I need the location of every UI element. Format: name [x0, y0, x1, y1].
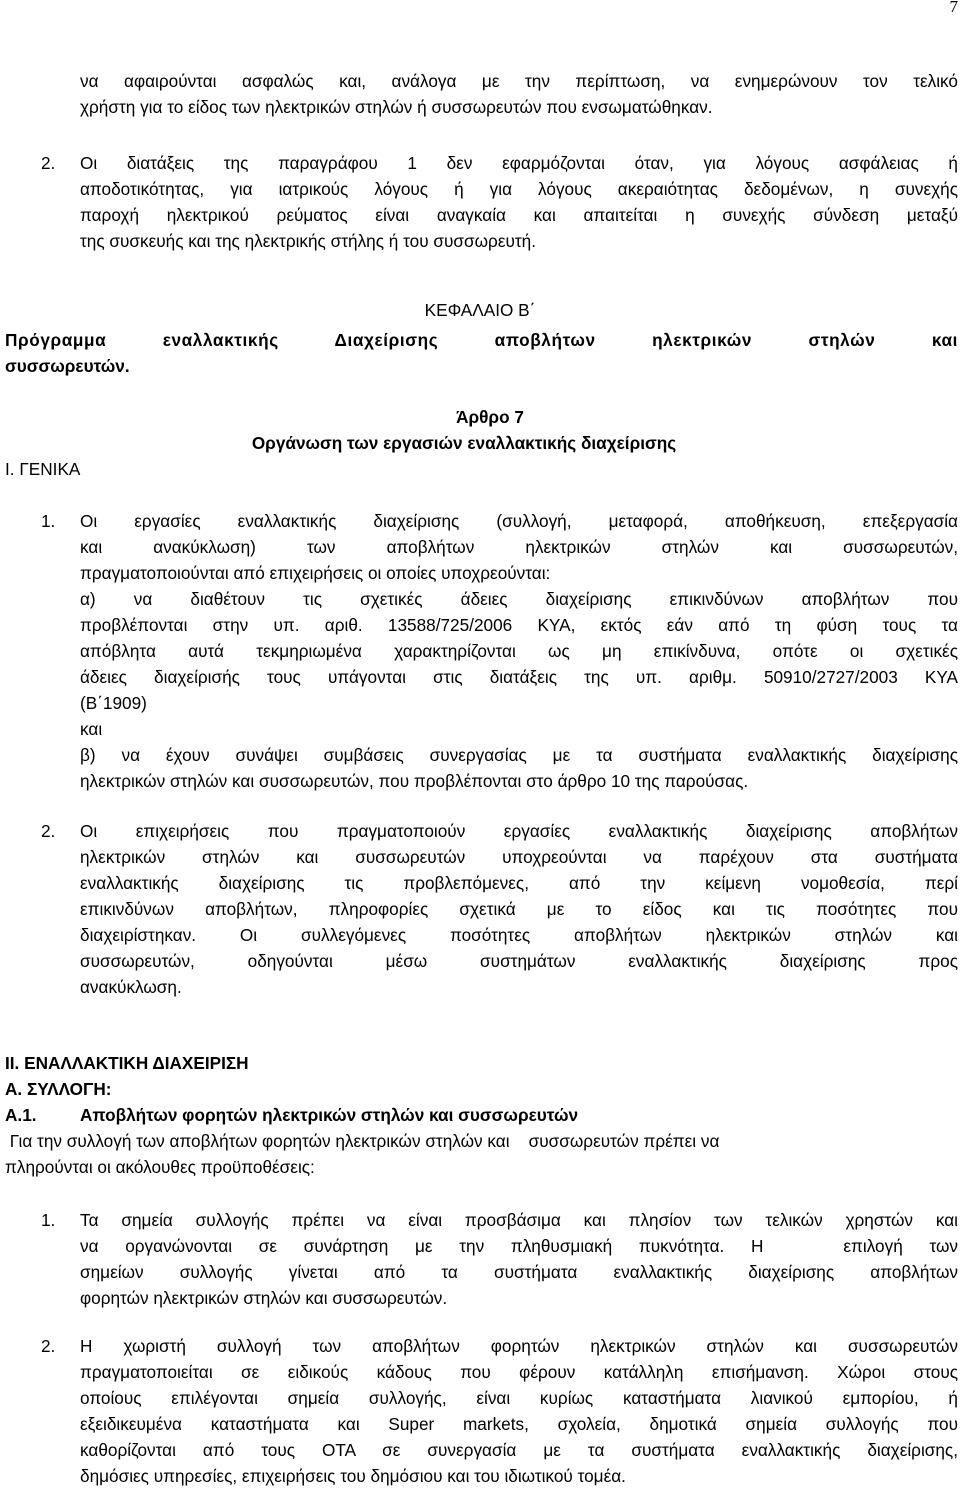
item-2b-paragraph: [80, 818, 958, 1000]
text-line: πραγματοποιούνται από επιχειρήσεις οι οποίες υποχρεούνται:: [80, 563, 551, 583]
intro-text-line: πληρούνται οι ακόλουθες προϋποθέσεις:: [5, 1157, 315, 1177]
page-number: 7: [949, 0, 958, 16]
text-line: (Β΄1909): [80, 693, 147, 713]
text-line: χρήστη για το είδος των ηλεκτρικών στηλών ή συσσωρευτών που ενσωματώθηκαν.: [80, 97, 713, 117]
text-line: αποδοτικότητας, για ιατρικούς λόγους ή για λόγους ακεραιότητας δεδομένων, η συνεχής: [80, 179, 958, 199]
section-heading: ΙΙ. ΕΝΑΛΛΑΚΤΙΚΗ ΔΙΑΧΕΙΡΙΣΗ: [5, 1053, 249, 1073]
text-line: να οργανώνονται σε συνάρτηση με την πληθυσμιακή πυκνότητα. Η επιλογή των: [80, 1236, 958, 1256]
chapter-title-line: συσσωρευτών.: [5, 356, 130, 376]
section-heading: Ι. ΓΕΝΙΚΑ: [5, 459, 81, 479]
item-1-paragraph: [80, 508, 958, 794]
text-line: διαχειρίστηκαν. Οι συλλεγόμενες ποσότητες αποβλήτων ηλεκτρικών στηλών και: [80, 925, 958, 945]
text-line: Η χωριστή συλλογή των αποβλήτων φορητών ηλεκτρικών στηλών και συσσωρευτών: [80, 1336, 958, 1356]
chapter-label: ΚΕΦΑΛΑΙΟ Β΄: [424, 300, 536, 320]
text-line: Οι διατάξεις της παραγράφου 1 δεν εφαρμόζονται όταν, για λόγους ασφάλειας ή: [80, 153, 958, 173]
text-line: να αφαιρούνται ασφαλώς και, ανάλογα με την περίπτωση, να ενημερώνουν τον τελικό: [80, 71, 958, 91]
text-line: παροχή ηλεκτρικού ρεύματος είναι αναγκαία και απαιτείται η συνεχής σύνδεση μεταξύ: [80, 205, 958, 225]
subsection-title: Αποβλήτων φορητών ηλεκτρικών στηλών και συσσωρευτών: [80, 1105, 579, 1125]
text-line: οποίους επιλέγονται σημεία συλλογής, είναι κυρίως καταστήματα λιανικού εμπορίου, ή: [80, 1388, 958, 1408]
item-number: 2.: [41, 1336, 56, 1356]
item-number: 1.: [41, 1210, 56, 1230]
text-line: εξειδικευμένα καταστήματα και Super markets, σχολεία, δημοτικά σημεία συλλογής που: [80, 1414, 958, 1434]
condition-1-paragraph: [80, 1207, 958, 1311]
article-title: Οργάνωση των εργασιών εναλλακτικής διαχείρισης: [251, 433, 677, 453]
intro-text-line: Για την συλλογή των αποβλήτων φορητών ηλεκτρικών στηλών και συσσωρευτών πρέπει να: [5, 1131, 720, 1151]
text-line: ηλεκτρικών στηλών και συσσωρευτών, που προβλέπονται στο άρθρο 10 της παρούσας.: [80, 771, 749, 791]
text-line: σημείων συλλογής γίνεται από τα συστήματα εναλλακτικής διαχείρισης αποβλήτων: [80, 1262, 958, 1282]
article-label: Άρθρο 7: [456, 407, 524, 427]
text-line: ανακύκλωση.: [80, 977, 182, 997]
text-line: α) να διαθέτουν τις σχετικές άδειες διαχείρισης επικινδύνων αποβλήτων που: [80, 589, 958, 609]
item-number: 2.: [41, 153, 56, 173]
text-line: καθορίζονται από τους ΟΤΑ σε συνεργασία με τα συστήματα εναλλακτικής διαχείρισης,: [80, 1440, 958, 1460]
text-line: πραγματοποιείται σε ειδικούς κάδους που φέρουν κατάλληλη επισήμανση. Χώροι στους: [80, 1362, 958, 1382]
item-number: 1.: [41, 511, 56, 531]
text-line: ηλεκτρικών στηλών και συσσωρευτών υποχρεούνται να παρέχουν στα συστήματα: [80, 847, 958, 867]
text-line: προβλέπονται στην υπ. αριθ. 13588/725/2006 ΚΥΑ, εκτός εάν από τη φύση τους τα: [80, 615, 958, 635]
text-line: συσσωρευτών, οδηγούνται μέσω συστημάτων εναλλακτικής διαχείρισης προς: [80, 951, 958, 971]
condition-2-paragraph: [80, 1333, 958, 1489]
text-line: της συσκευής και της ηλεκτρικής στήλης ή του συσσωρευτή.: [80, 231, 537, 251]
text-line: εναλλακτικής διαχείρισης τις προβλεπόμενες, από την κείμενη νομοθεσία, περί: [80, 873, 958, 893]
text-line: φορητών ηλεκτρικών στηλών και συσσωρευτών.: [80, 1288, 448, 1308]
item-2-paragraph: [80, 150, 958, 254]
text-line: Οι εργασίες εναλλακτικής διαχείρισης (συλλογή, μεταφορά, αποθήκευση, επεξεργασία: [80, 511, 958, 531]
intro-paragraph: [80, 68, 958, 120]
text-line: Οι επιχειρήσεις που πραγματοποιούν εργασίες εναλλακτικής διαχείρισης αποβλήτων: [80, 821, 958, 841]
text-line: δημόσιες υπηρεσίες, επιχειρήσεις του δημόσιου και του ιδιωτικού τομέα.: [80, 1466, 626, 1486]
text-line: επικινδύνων αποβλήτων, πληροφορίες σχετικά με το είδος και τις ποσότητες που: [80, 899, 958, 919]
text-line: Τα σημεία συλλογής πρέπει να είναι προσβάσιμα και πλησίον των τελικών χρηστών και: [80, 1210, 958, 1230]
subsection-number: Α.1.: [5, 1105, 37, 1125]
text-line: και: [80, 719, 103, 739]
chapter-title-line: Πρόγραμμα εναλλακτικής Διαχείρισης αποβλήτων ηλεκτρικών στηλών και: [5, 330, 958, 350]
text-line: άδειες διαχείρισής τους υπάγονται στις διατάξεις της υπ. αριθμ. 50910/2727/2003 ΚΥΑ: [80, 667, 958, 687]
item-number: 2.: [41, 821, 56, 841]
subsection-heading: Α. ΣΥΛΛΟΓΗ:: [5, 1079, 112, 1099]
text-line: απόβλητα αυτά τεκμηριωμένα χαρακτηρίζονται ως μη επικίνδυνα, οπότε οι σχετικές: [80, 641, 958, 661]
chapter-title: [5, 327, 958, 379]
text-line: β) να έχουν συνάψει συμβάσεις συνεργασίας με τα συστήματα εναλλακτικής διαχείρισης: [80, 745, 958, 765]
text-line: και ανακύκλωση) των αποβλήτων ηλεκτρικών στηλών και συσσωρευτών,: [80, 537, 958, 557]
